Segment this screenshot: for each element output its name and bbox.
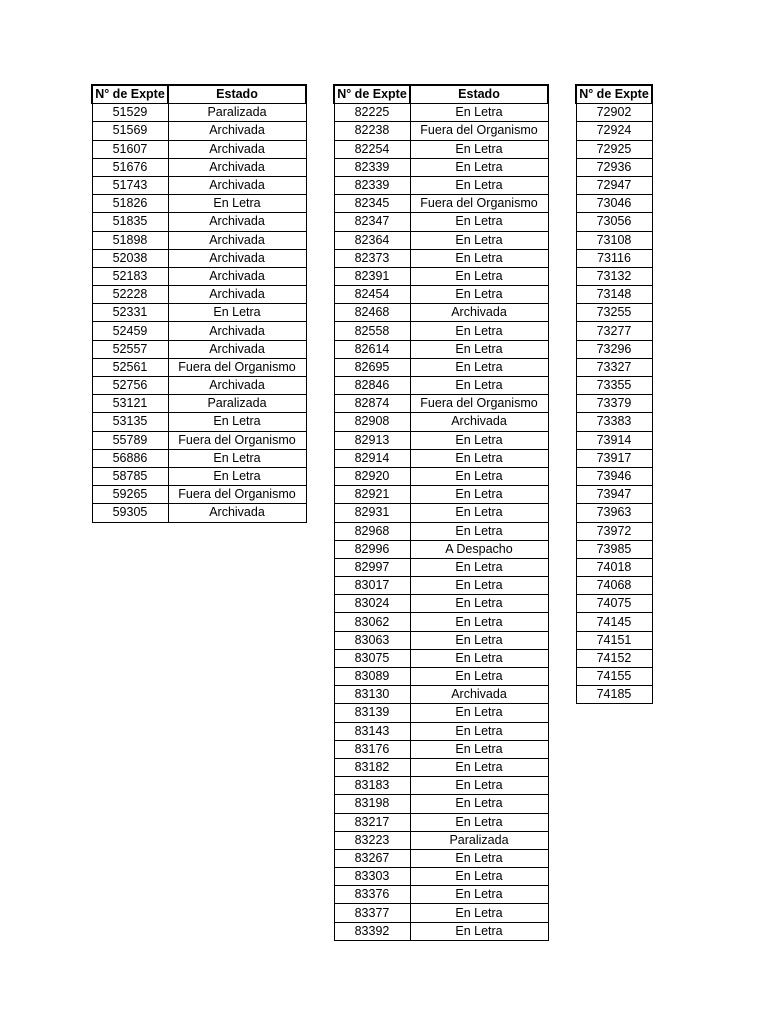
table-row: [92, 104, 306, 122]
expediente-number-cell: 83182: [334, 758, 410, 776]
table-row: [334, 431, 548, 449]
expediente-table-3: [575, 84, 653, 704]
expediente-number-cell: 83303: [334, 868, 410, 886]
expediente-number-cell: 83062: [334, 613, 410, 631]
estado-cell: Archivada: [168, 122, 306, 140]
expediente-number-cell: 82996: [334, 540, 410, 558]
table-row: [576, 595, 652, 613]
expediente-number-cell: 73116: [576, 249, 652, 267]
table-row: [334, 631, 548, 649]
expediente-number-cell: 51569: [92, 122, 168, 140]
table-row: [334, 686, 548, 704]
table-row: [92, 322, 306, 340]
table-body: [92, 104, 306, 522]
table-row: [92, 467, 306, 485]
expediente-number-cell: 83198: [334, 795, 410, 813]
table-row: [92, 140, 306, 158]
estado-cell: En Letra: [410, 322, 548, 340]
expediente-number-cell: 74152: [576, 649, 652, 667]
table-row: [334, 486, 548, 504]
estado-cell: En Letra: [410, 158, 548, 176]
expediente-number-cell: 52228: [92, 286, 168, 304]
table-row: [576, 467, 652, 485]
table-row: [576, 449, 652, 467]
table-body: [334, 104, 548, 941]
expediente-number-cell: 82373: [334, 249, 410, 267]
estado-cell: Paralizada: [168, 104, 306, 122]
header-estado: Estado: [168, 85, 306, 104]
table-row: [334, 267, 548, 285]
table-row: [334, 522, 548, 540]
table-row: [576, 286, 652, 304]
table-body: [576, 104, 652, 704]
expediente-number-cell: 72936: [576, 158, 652, 176]
expediente-number-cell: 52038: [92, 249, 168, 267]
estado-cell: En Letra: [410, 849, 548, 867]
table-row: [576, 358, 652, 376]
estado-cell: En Letra: [410, 431, 548, 449]
table-row: [576, 504, 652, 522]
estado-cell: En Letra: [410, 449, 548, 467]
expediente-number-cell: 73947: [576, 486, 652, 504]
table-row: [92, 158, 306, 176]
estado-cell: Archivada: [168, 231, 306, 249]
table-row: [334, 577, 548, 595]
table-row: [334, 886, 548, 904]
table-row: [92, 304, 306, 322]
estado-cell: En Letra: [168, 413, 306, 431]
table-row: [334, 813, 548, 831]
expediente-number-cell: 74068: [576, 577, 652, 595]
table-row: [576, 631, 652, 649]
expediente-number-cell: 72925: [576, 140, 652, 158]
estado-cell: En Letra: [410, 922, 548, 940]
expediente-number-cell: 52459: [92, 322, 168, 340]
expediente-number-cell: 51676: [92, 158, 168, 176]
table-row: [576, 249, 652, 267]
expediente-number-cell: 82345: [334, 195, 410, 213]
table-row: [576, 540, 652, 558]
estado-cell: En Letra: [168, 304, 306, 322]
table-row: [334, 758, 548, 776]
table-row: [92, 340, 306, 358]
table-row: [92, 358, 306, 376]
expediente-number-cell: 73148: [576, 286, 652, 304]
table-row: [334, 358, 548, 376]
estado-cell: En Letra: [410, 377, 548, 395]
table-row: [576, 158, 652, 176]
table-row: [576, 577, 652, 595]
expediente-number-cell: 83377: [334, 904, 410, 922]
estado-cell: En Letra: [410, 486, 548, 504]
expediente-number-cell: 73296: [576, 340, 652, 358]
expediente-number-cell: 74155: [576, 668, 652, 686]
table-row: [334, 449, 548, 467]
table-row: [92, 449, 306, 467]
estado-cell: Paralizada: [168, 395, 306, 413]
expediente-number-cell: 83130: [334, 686, 410, 704]
table-row: [334, 595, 548, 613]
estado-cell: En Letra: [410, 558, 548, 576]
estado-cell: En Letra: [410, 595, 548, 613]
expediente-number-cell: 73963: [576, 504, 652, 522]
expediente-number-cell: 53121: [92, 395, 168, 413]
expediente-number-cell: 82913: [334, 431, 410, 449]
expediente-table-2: [333, 84, 549, 941]
estado-cell: Fuera del Organismo: [410, 395, 548, 413]
table-row: [576, 213, 652, 231]
table-row: [334, 922, 548, 940]
estado-cell: En Letra: [410, 176, 548, 194]
estado-cell: Archivada: [410, 304, 548, 322]
estado-cell: En Letra: [410, 340, 548, 358]
table-row: [576, 176, 652, 194]
table-row: [576, 340, 652, 358]
expediente-number-cell: 51529: [92, 104, 168, 122]
table-row: [334, 540, 548, 558]
expediente-number-cell: 82614: [334, 340, 410, 358]
table-row: [334, 868, 548, 886]
table-row: [334, 395, 548, 413]
table-row: [92, 486, 306, 504]
expediente-number-cell: 82454: [334, 286, 410, 304]
expediente-number-cell: 52331: [92, 304, 168, 322]
estado-cell: En Letra: [168, 195, 306, 213]
table-row: [334, 304, 548, 322]
expediente-number-cell: 52557: [92, 340, 168, 358]
expediente-number-cell: 74145: [576, 613, 652, 631]
estado-cell: En Letra: [410, 267, 548, 285]
expediente-number-cell: 73985: [576, 540, 652, 558]
table-row: [576, 649, 652, 667]
expediente-number-cell: 82914: [334, 449, 410, 467]
expediente-number-cell: 82238: [334, 122, 410, 140]
table-row: [576, 267, 652, 285]
expediente-number-cell: 82874: [334, 395, 410, 413]
table-row: [92, 286, 306, 304]
table-row: [334, 467, 548, 485]
expediente-number-cell: 74151: [576, 631, 652, 649]
estado-cell: En Letra: [410, 140, 548, 158]
estado-cell: En Letra: [410, 249, 548, 267]
expediente-number-cell: 52561: [92, 358, 168, 376]
estado-cell: En Letra: [410, 740, 548, 758]
header-row: [92, 85, 306, 104]
expediente-number-cell: 82695: [334, 358, 410, 376]
table-row: [334, 158, 548, 176]
estado-cell: En Letra: [410, 631, 548, 649]
estado-cell: En Letra: [410, 904, 548, 922]
table-row: [92, 504, 306, 522]
expediente-number-cell: 83024: [334, 595, 410, 613]
expediente-number-cell: 74018: [576, 558, 652, 576]
expediente-number-cell: 73108: [576, 231, 652, 249]
estado-cell: En Letra: [410, 795, 548, 813]
expediente-number-cell: 73046: [576, 195, 652, 213]
expediente-number-cell: 73056: [576, 213, 652, 231]
table-row: [334, 176, 548, 194]
table-row: [576, 377, 652, 395]
table-row: [576, 431, 652, 449]
table-row: [334, 831, 548, 849]
estado-cell: Archivada: [168, 267, 306, 285]
expediente-number-cell: 73914: [576, 431, 652, 449]
estado-cell: Archivada: [168, 249, 306, 267]
header-num: N° de Expte: [576, 85, 652, 104]
table-row: [334, 413, 548, 431]
expediente-number-cell: 82468: [334, 304, 410, 322]
table-row: [334, 740, 548, 758]
estado-cell: Archivada: [168, 158, 306, 176]
table-row: [92, 195, 306, 213]
expediente-number-cell: 73132: [576, 267, 652, 285]
table-row: [92, 431, 306, 449]
expediente-number-cell: 72902: [576, 104, 652, 122]
table-row: [92, 213, 306, 231]
table-row: [334, 668, 548, 686]
estado-cell: En Letra: [410, 777, 548, 795]
estado-cell: Fuera del Organismo: [410, 195, 548, 213]
table-row: [92, 122, 306, 140]
expediente-number-cell: 82920: [334, 467, 410, 485]
estado-cell: En Letra: [410, 104, 548, 122]
expediente-number-cell: 51826: [92, 195, 168, 213]
table-row: [334, 104, 548, 122]
expediente-number-cell: 51607: [92, 140, 168, 158]
table-row: [92, 377, 306, 395]
expediente-number-cell: 83017: [334, 577, 410, 595]
table-row: [92, 267, 306, 285]
table-row: [334, 340, 548, 358]
estado-cell: En Letra: [410, 213, 548, 231]
expediente-number-cell: 82931: [334, 504, 410, 522]
expediente-number-cell: 59305: [92, 504, 168, 522]
expediente-table-1: [91, 84, 307, 523]
header-num: N° de Expte: [92, 85, 168, 104]
estado-cell: En Letra: [410, 577, 548, 595]
expediente-number-cell: 83089: [334, 668, 410, 686]
table-row: [334, 795, 548, 813]
expediente-number-cell: 83183: [334, 777, 410, 795]
estado-cell: Archivada: [410, 686, 548, 704]
expediente-number-cell: 73946: [576, 467, 652, 485]
table-row: [576, 668, 652, 686]
expediente-number-cell: 73917: [576, 449, 652, 467]
expediente-number-cell: 73277: [576, 322, 652, 340]
estado-cell: En Letra: [410, 231, 548, 249]
estado-cell: En Letra: [168, 449, 306, 467]
estado-cell: Archivada: [410, 413, 548, 431]
estado-cell: Archivada: [168, 340, 306, 358]
table-row: [334, 613, 548, 631]
table-row: [334, 722, 548, 740]
table-row: [334, 558, 548, 576]
expediente-number-cell: 83217: [334, 813, 410, 831]
estado-cell: En Letra: [410, 868, 548, 886]
estado-cell: Archivada: [168, 377, 306, 395]
expediente-number-cell: 56886: [92, 449, 168, 467]
table-row: [334, 231, 548, 249]
expediente-number-cell: 82968: [334, 522, 410, 540]
table-row: [576, 522, 652, 540]
expediente-number-cell: 82339: [334, 158, 410, 176]
expediente-number-cell: 74185: [576, 686, 652, 704]
expediente-number-cell: 74075: [576, 595, 652, 613]
table-row: [576, 613, 652, 631]
table-row: [576, 413, 652, 431]
estado-cell: Fuera del Organismo: [168, 486, 306, 504]
table-row: [334, 140, 548, 158]
expediente-number-cell: 59265: [92, 486, 168, 504]
expediente-number-cell: 82254: [334, 140, 410, 158]
expediente-number-cell: 82339: [334, 176, 410, 194]
estado-cell: Archivada: [168, 504, 306, 522]
expediente-number-cell: 82908: [334, 413, 410, 431]
table-row: [576, 122, 652, 140]
estado-cell: En Letra: [410, 886, 548, 904]
estado-cell: En Letra: [410, 722, 548, 740]
estado-cell: Archivada: [168, 322, 306, 340]
header-row: [334, 85, 548, 104]
expediente-number-cell: 73255: [576, 304, 652, 322]
estado-cell: En Letra: [410, 649, 548, 667]
expediente-number-cell: 83143: [334, 722, 410, 740]
expediente-number-cell: 73383: [576, 413, 652, 431]
table-row: [334, 649, 548, 667]
expediente-number-cell: 82347: [334, 213, 410, 231]
table-row: [334, 704, 548, 722]
expediente-number-cell: 82921: [334, 486, 410, 504]
table-row: [576, 558, 652, 576]
table-row: [334, 286, 548, 304]
expediente-number-cell: 52756: [92, 377, 168, 395]
header-num: N° de Expte: [334, 85, 410, 104]
table-row: [334, 122, 548, 140]
expediente-number-cell: 82997: [334, 558, 410, 576]
estado-cell: En Letra: [410, 286, 548, 304]
table-row: [576, 686, 652, 704]
header-row: [576, 85, 652, 104]
estado-cell: En Letra: [410, 758, 548, 776]
estado-cell: En Letra: [410, 704, 548, 722]
table-row: [92, 231, 306, 249]
table-row: [334, 195, 548, 213]
expediente-number-cell: 83139: [334, 704, 410, 722]
table-row: [334, 249, 548, 267]
table-row: [334, 904, 548, 922]
estado-cell: Archivada: [168, 176, 306, 194]
expediente-number-cell: 73327: [576, 358, 652, 376]
estado-cell: En Letra: [410, 668, 548, 686]
table-row: [334, 849, 548, 867]
expediente-number-cell: 83376: [334, 886, 410, 904]
table-row: [92, 395, 306, 413]
estado-cell: Fuera del Organismo: [168, 358, 306, 376]
estado-cell: A Despacho: [410, 540, 548, 558]
estado-cell: En Letra: [410, 613, 548, 631]
estado-cell: Fuera del Organismo: [168, 431, 306, 449]
expediente-number-cell: 55789: [92, 431, 168, 449]
estado-cell: Archivada: [168, 286, 306, 304]
estado-cell: En Letra: [168, 467, 306, 485]
estado-cell: Archivada: [168, 140, 306, 158]
expediente-number-cell: 53135: [92, 413, 168, 431]
expediente-number-cell: 51898: [92, 231, 168, 249]
table-row: [576, 486, 652, 504]
table-row: [576, 322, 652, 340]
expediente-number-cell: 82558: [334, 322, 410, 340]
expediente-number-cell: 83075: [334, 649, 410, 667]
expediente-number-cell: 51743: [92, 176, 168, 194]
table-row: [576, 395, 652, 413]
expediente-number-cell: 73355: [576, 377, 652, 395]
estado-cell: En Letra: [410, 467, 548, 485]
expediente-number-cell: 72924: [576, 122, 652, 140]
estado-cell: En Letra: [410, 522, 548, 540]
expediente-number-cell: 51835: [92, 213, 168, 231]
header-estado: Estado: [410, 85, 548, 104]
table-row: [334, 504, 548, 522]
expediente-number-cell: 83063: [334, 631, 410, 649]
estado-cell: Archivada: [168, 213, 306, 231]
expediente-number-cell: 73379: [576, 395, 652, 413]
expediente-number-cell: 52183: [92, 267, 168, 285]
estado-cell: Paralizada: [410, 831, 548, 849]
table-row: [576, 140, 652, 158]
expediente-number-cell: 82364: [334, 231, 410, 249]
table-row: [576, 195, 652, 213]
expediente-number-cell: 83267: [334, 849, 410, 867]
table-row: [576, 104, 652, 122]
estado-cell: En Letra: [410, 813, 548, 831]
expediente-number-cell: 82846: [334, 377, 410, 395]
expediente-number-cell: 82391: [334, 267, 410, 285]
table-row: [334, 322, 548, 340]
expediente-number-cell: 83176: [334, 740, 410, 758]
expediente-number-cell: 83392: [334, 922, 410, 940]
expediente-number-cell: 82225: [334, 104, 410, 122]
table-row: [334, 777, 548, 795]
expediente-number-cell: 83223: [334, 831, 410, 849]
table-row: [334, 213, 548, 231]
estado-cell: En Letra: [410, 504, 548, 522]
table-row: [92, 413, 306, 431]
expediente-number-cell: 72947: [576, 176, 652, 194]
estado-cell: Fuera del Organismo: [410, 122, 548, 140]
expediente-number-cell: 73972: [576, 522, 652, 540]
table-row: [92, 176, 306, 194]
estado-cell: En Letra: [410, 358, 548, 376]
table-row: [576, 304, 652, 322]
expediente-number-cell: 58785: [92, 467, 168, 485]
table-row: [92, 249, 306, 267]
table-row: [576, 231, 652, 249]
table-row: [334, 377, 548, 395]
